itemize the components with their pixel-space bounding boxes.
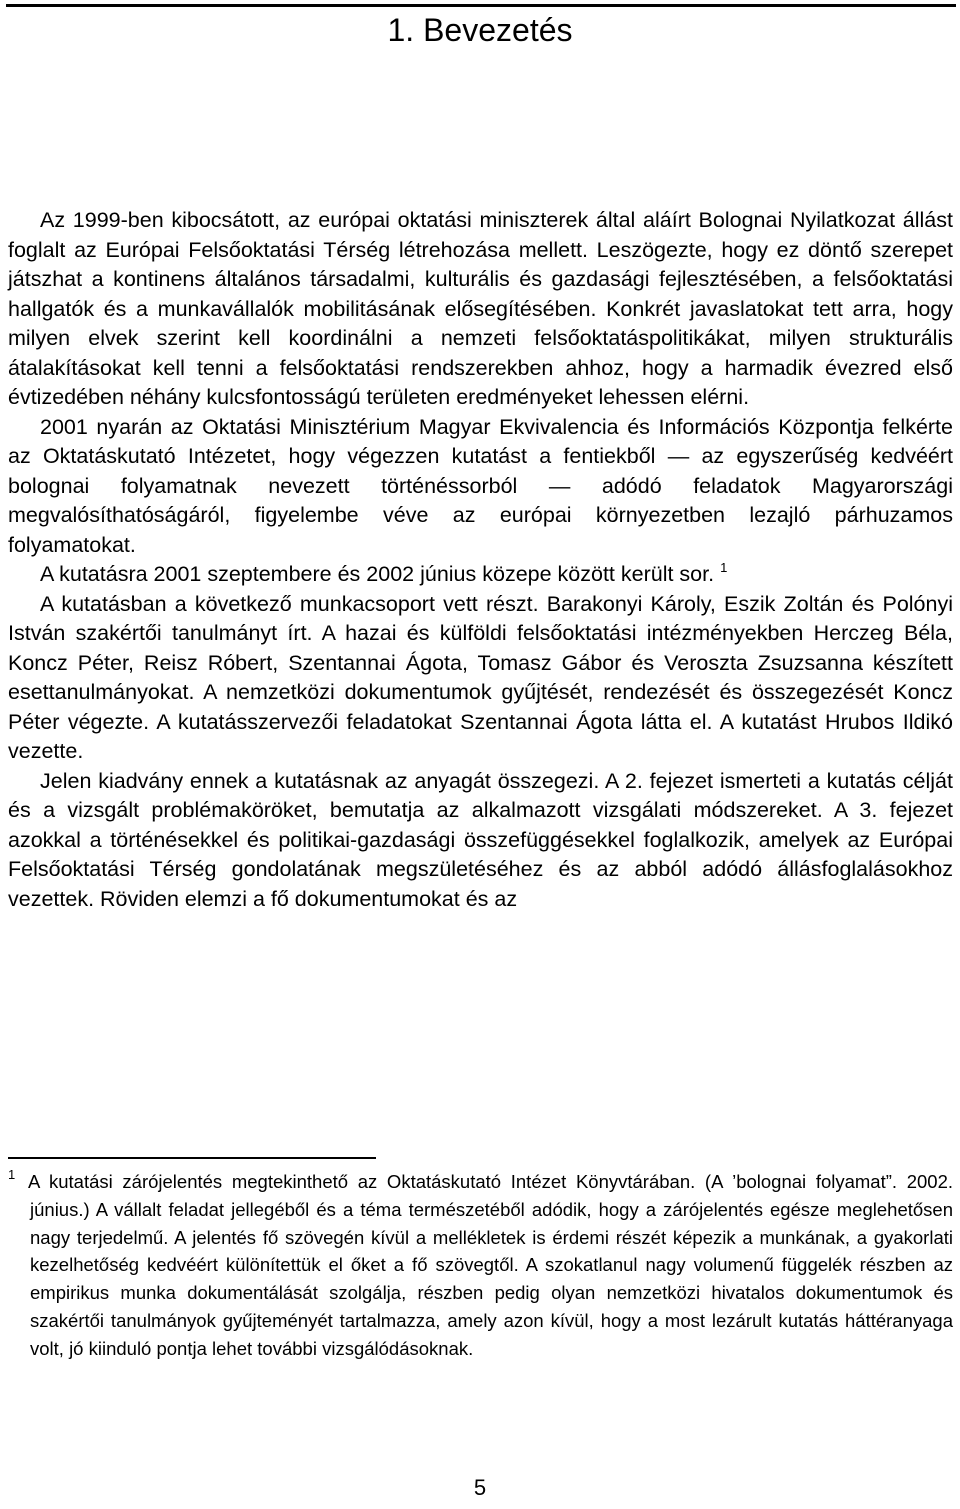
footnote — [8, 1168, 953, 1363]
paragraph-2: 2001 nyarán az Oktatási Minisztérium Magyar Ekvivalencia és Információs Központja felkérte az Oktatáskutató Intézetet, hogy végezzen kutatást a fentiekből — az egyszerűség kedvéért bolognai folyamatnak nevezett történéssorból — adódó feladatok Magyarországi megvalósíthatóságáról, figyelembe véve az európai környezetben lezajló párhuzamos folyamatokat. — [8, 414, 953, 557]
chapter-title: 1. Bevezetés — [387, 12, 573, 48]
page-number: 5 — [473, 1475, 487, 1500]
paragraph-1: Az 1999-ben kibocsátott, az európai oktatási miniszterek által aláírt Bolognai Nyilatkozat állást foglalt az Európai Felsőoktatási Térség létrehozása mellett. Leszögezte, hogy ez döntő szerepet játszhat a kontinens általános társadalmi, kulturális és gazdasági fejlesztésében, a felsőoktatási hallgatók és a munkavállalók mobilitásának elősegítésében. Konkrét javaslatokat tett arra, hogy milyen elvek szerint kell koordinálni a nemzeti felsőoktatáspolitikákat, milyen strukturális átalakításokat kell tenni a felsőoktatási rendszerekben ahhoz, hogy a harmadik évezred első évtizedében néhány kulcsfontosságú területen eredményeket lehessen elérni. — [8, 208, 953, 409]
footnote-text: A kutatási zárójelentés megtekinthető az Oktatáskutató Intézet Könyvtárában. (A ’bolognai folyamat”. 2002. június.) A vállalt feladat jellegéből és a téma természetéből adódik, hogy a zárójelentés egésze meglehetősen nagy terjedelmű. A jelentés fő szövegén kívül a mellékletek is érdemi részét képezik a munkának, a gyakorlati kezelhetőség kedvéért különítettük el őket a fő szövegtől. A szokatlanul nagy volumenű függelék részben az empirikus munka dokumentálását szolgálja, részben pedig olyan nemzetközi hivatalos dokumentumok és szakértői tanulmányok gyűjteményét tartalmazza, amely azon kívül, hogy a most lezárult kutatás háttéranyaga volt, jó kiinduló pontja lehet további vizsgálódásoknak. — [28, 1171, 953, 1359]
body-text — [8, 206, 953, 914]
paragraph-3-text: A kutatásra 2001 szeptembere és 2002 június közepe között került sor. — [40, 562, 715, 586]
footnote-reference[interactable]: 1 — [720, 560, 728, 575]
paragraph-4: A kutatásban a következő munkacsoport vett részt. Barakonyi Károly, Eszik Zoltán és Polónyi István szakértői tanulmányt írt. A hazai és külföldi felsőoktatási intézményekben Herczeg Béla, Koncz Péter, Reisz Róbert, Szentannai Ágota, Tomasz Gábor és Veroszta Zsuzsanna készített esettanulmányokat. A nemzetközi dokumentumok gyűjtését, rendezését és összegezését Koncz Péter végezte. A kutatásszervezői feladatokat Szentannai Ágota látta el. A kutatást Hrubos Ildikó vezette. — [8, 591, 953, 763]
paragraph-3 — [8, 560, 953, 590]
footnote-paragraph: 1 A kutatási zárójelentés megtekinthető az Oktatáskutató Intézet Könyvtárában. (A ’bolognai folyamat”. 2002. június.) A vállalt feladat jellegéből és a téma természetéből adódik, hogy a zárójelentés egésze meglehetősen nagy terjedelmű. A jelentés fő szövegén kívül a mellékletek is érdemi részét képezik a munkának, a gyakorlati kezelhetőség kedvéért különítettük el őket a fő szövegtől. A szokatlanul nagy volumenű függelék részben az empirikus munka dokumentálását szolgálja, részben pedig olyan nemzetközi hivatalos dokumentumok és szakértői tanulmányok gyűjteményét tartalmazza, amely azon kívül, hogy a most lezárult kutatás háttéranyaga volt, jó kiinduló pontja lehet további vizsgálódásoknak. — [8, 1167, 953, 1359]
header-rule — [6, 4, 956, 7]
footnote-separator — [8, 1157, 376, 1159]
paragraph-5: Jelen kiadvány ennek a kutatásnak az anyagát összegezi. A 2. fejezet ismerteti a kutatás célját és a vizsgált problémaköröket, bemutatja az alkalmazott vizsgálati módszereket. A 3. fejezet azokkal a történésekkel és politikai-gazdasági összefüggésekkel foglalkozik, amelyek az Európai Felsőoktatási Térség gondolatának megszületéséhez és az abból adódó állásfoglalásokhoz vezettek. Röviden elemzi a fő dokumentumokat és az — [8, 768, 953, 911]
